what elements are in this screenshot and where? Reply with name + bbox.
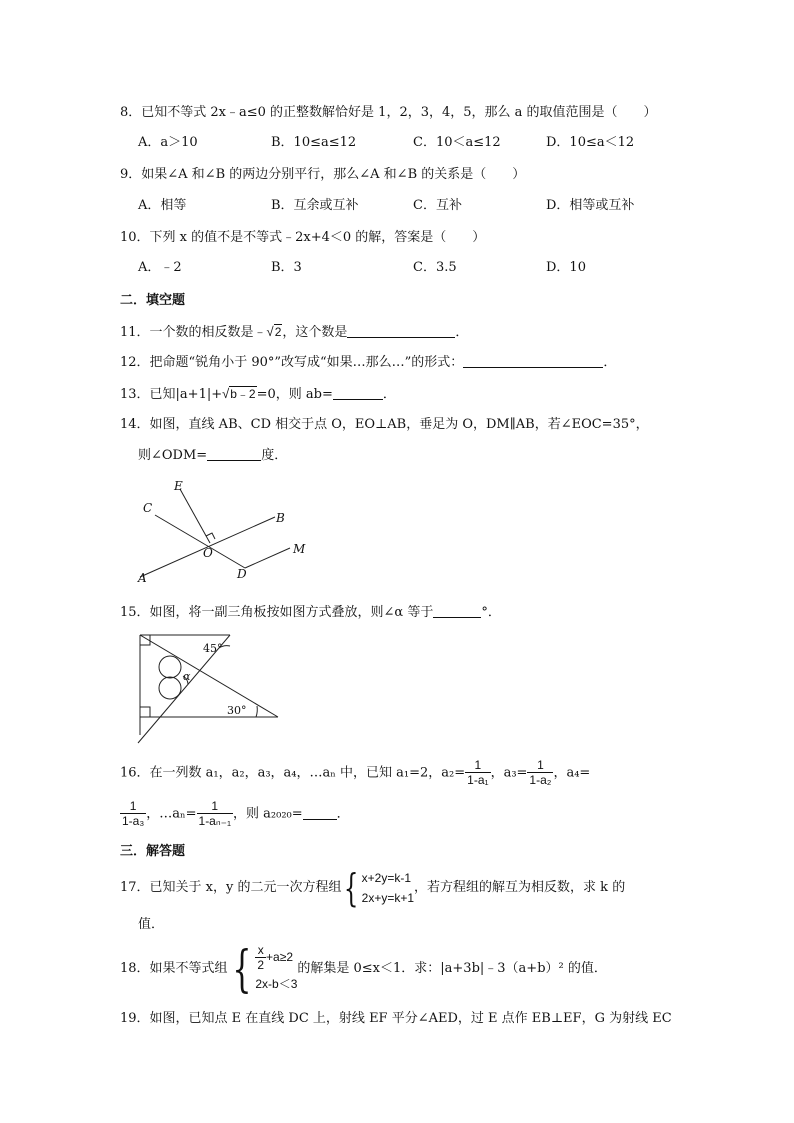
label-m: M (293, 542, 306, 556)
q14-pre2: 则∠ODM= (138, 448, 208, 463)
circle-upper (159, 656, 181, 678)
q17-line2: 值． (138, 917, 165, 932)
q10-option-a: A．﹣2 (138, 260, 182, 275)
q12-end: ． (603, 355, 617, 370)
q16-line1 (120, 758, 590, 789)
fraction-a4: $\frac{1}{\text{1-a₃}}$ (122, 799, 145, 828)
arc-30 (256, 706, 257, 717)
q15-figure (133, 632, 283, 744)
q8-option-c: C．10＜a≤12 (413, 135, 501, 150)
q14-line2 (138, 447, 287, 465)
label-o: O (203, 546, 213, 560)
q17-eq2: 2x+y=k+1 (361, 890, 415, 905)
ray-eo (180, 489, 210, 543)
q15-end: °． (481, 605, 501, 620)
q18-ineq2: 2x-b＜3 (255, 976, 298, 991)
q18-pre: 18．如果不等式组 (120, 961, 228, 976)
q19-stem: 19．如图，已知点 E 在直线 DC 上，射线 EF 平分∠AED，过 E 点作 EB⊥EF，G 为射线 EC (120, 1011, 672, 1026)
label-d: D (237, 567, 247, 581)
q14-end2: 度． (261, 448, 288, 463)
q13-pre: 13．已知|a+1|+ (120, 387, 223, 402)
q11-post: ，这个数是 (282, 325, 348, 340)
q17-post: ，若方程组的解互为相反数，求 k 的 (414, 880, 626, 895)
system-brace: { (344, 865, 359, 910)
label-e: E (174, 479, 183, 493)
q12 (120, 354, 616, 372)
q12-answer-blank[interactable] (463, 354, 603, 368)
q18-line (120, 940, 607, 998)
q14-line1: 14．如图，直线 AB、CD 相交于点 O，EO⊥AB，垂足为 O，DM∥AB，若∠EOC=35°， (120, 417, 649, 432)
q18-ineq1: $\frac{x}{2}$ +a≥2 (257, 942, 293, 972)
q13: 13．已知|a+1|+√b﹣2=0，则 ab= ． (120, 386, 396, 402)
q16-mid: ，…aₙ= (146, 806, 197, 822)
q13-answer-blank[interactable] (333, 386, 383, 400)
circle-lower (159, 677, 181, 699)
q15 (120, 604, 501, 622)
q8-option-a: A．a＞10 (138, 135, 198, 150)
q11-answer-blank[interactable] (347, 324, 455, 338)
q9-option-d: D．相等或互补 (546, 198, 635, 213)
right-angle-bottom (140, 707, 150, 717)
q16-pre: 16．在一列数 a₁，a₂，a₃，a₄，…aₙ 中，已知 a₁=2，a₂= (120, 765, 466, 781)
q9-option-b: B．互余或互补 (271, 198, 359, 213)
q9-option-a: A．相等 (138, 198, 187, 213)
q11-end: ． (455, 325, 469, 340)
ray-dm (245, 548, 290, 568)
label-alpha: α (183, 670, 191, 683)
q18-post: 的解集是 0≤x＜1．求：|a+3b|﹣3（a+b）² 的值． (297, 961, 607, 976)
q8-option-b: B．10≤a≤12 (271, 135, 357, 150)
label-a: A (138, 571, 147, 585)
q8-option-d: D．10≤a＜12 (546, 135, 635, 150)
q16-line2 (120, 799, 350, 830)
q14-figure (130, 475, 310, 587)
q17-equation-system (362, 868, 414, 908)
label-c: C (143, 501, 153, 515)
q13-radicand: b﹣2 (230, 387, 256, 401)
fraction-x-over-2: $\frac{x}{2}$ (257, 942, 265, 972)
q16-end: ． (336, 806, 350, 822)
q16-sep2: ，a₄= (553, 765, 591, 781)
fraction-a3: $\frac{1}{\text{1-a₂}}$ (529, 758, 552, 787)
line-cd (155, 515, 245, 568)
q12-pre: 12．把命题“锐角小于 90°”改写成“如果…那么…”的形式： (120, 355, 464, 370)
q17-line1 (120, 866, 625, 910)
q9-option-c: C．互补 (413, 198, 462, 213)
q9-stem: 9．如果∠A 和∠B 的两边分别平行，那么∠A 和∠B 的关系是（ ） (120, 167, 526, 182)
q11-radicand: 2 (274, 325, 282, 339)
q11-pre: 11．一个数的相反数是﹣ (120, 325, 267, 340)
label-b: B (276, 511, 285, 525)
q15-pre: 15．如图，将一副三角板按如图方式叠放，则∠α 等于 (120, 605, 434, 620)
q10-option-b: B．3 (271, 260, 302, 275)
q13-end: ． (382, 387, 396, 402)
system-brace: { (231, 939, 251, 998)
label-30-degrees: 30° (227, 704, 247, 717)
q17-eq1: x+2y=k-1 (361, 870, 412, 885)
q11: 11．一个数的相反数是﹣√2，这个数是 ． (120, 324, 469, 340)
q16-post: ，则 a₂₀₂₀= (233, 806, 303, 822)
section-fill-blank-heading: 二．填空题 (120, 293, 186, 308)
q10-stem: 10．下列 x 的值不是不等式﹣2x+4＜0 的解，答案是（ ） (120, 230, 486, 245)
section-solution-heading: 三．解答题 (120, 844, 186, 859)
q16-sep1: ，a₃= (490, 765, 528, 781)
q16-answer-blank[interactable] (303, 806, 337, 820)
q17-pre: 17．已知关于 x，y 的二元一次方程组 (120, 880, 342, 895)
fraction-an: $\frac{1}{\text{1-aₙ₋₁}}$ (198, 799, 232, 828)
q10-option-d: D．10 (546, 260, 586, 275)
label-45-degrees: 45° (203, 642, 223, 655)
q14-answer-blank[interactable] (207, 447, 261, 461)
q13-mid: =0，则 ab= (256, 387, 333, 402)
q10-option-c: C．3.5 (413, 260, 457, 275)
q18-inequality-system (255, 942, 297, 995)
q8-stem: 8．已知不等式 2x﹣a≤0 的正整数解恰好是 1，2，3，4，5，那么 a 的取值范围是（ ） (120, 105, 657, 120)
q15-answer-blank[interactable] (433, 604, 481, 618)
fraction-a2: $\frac{1}{\text{1-a₁}}$ (467, 758, 489, 787)
